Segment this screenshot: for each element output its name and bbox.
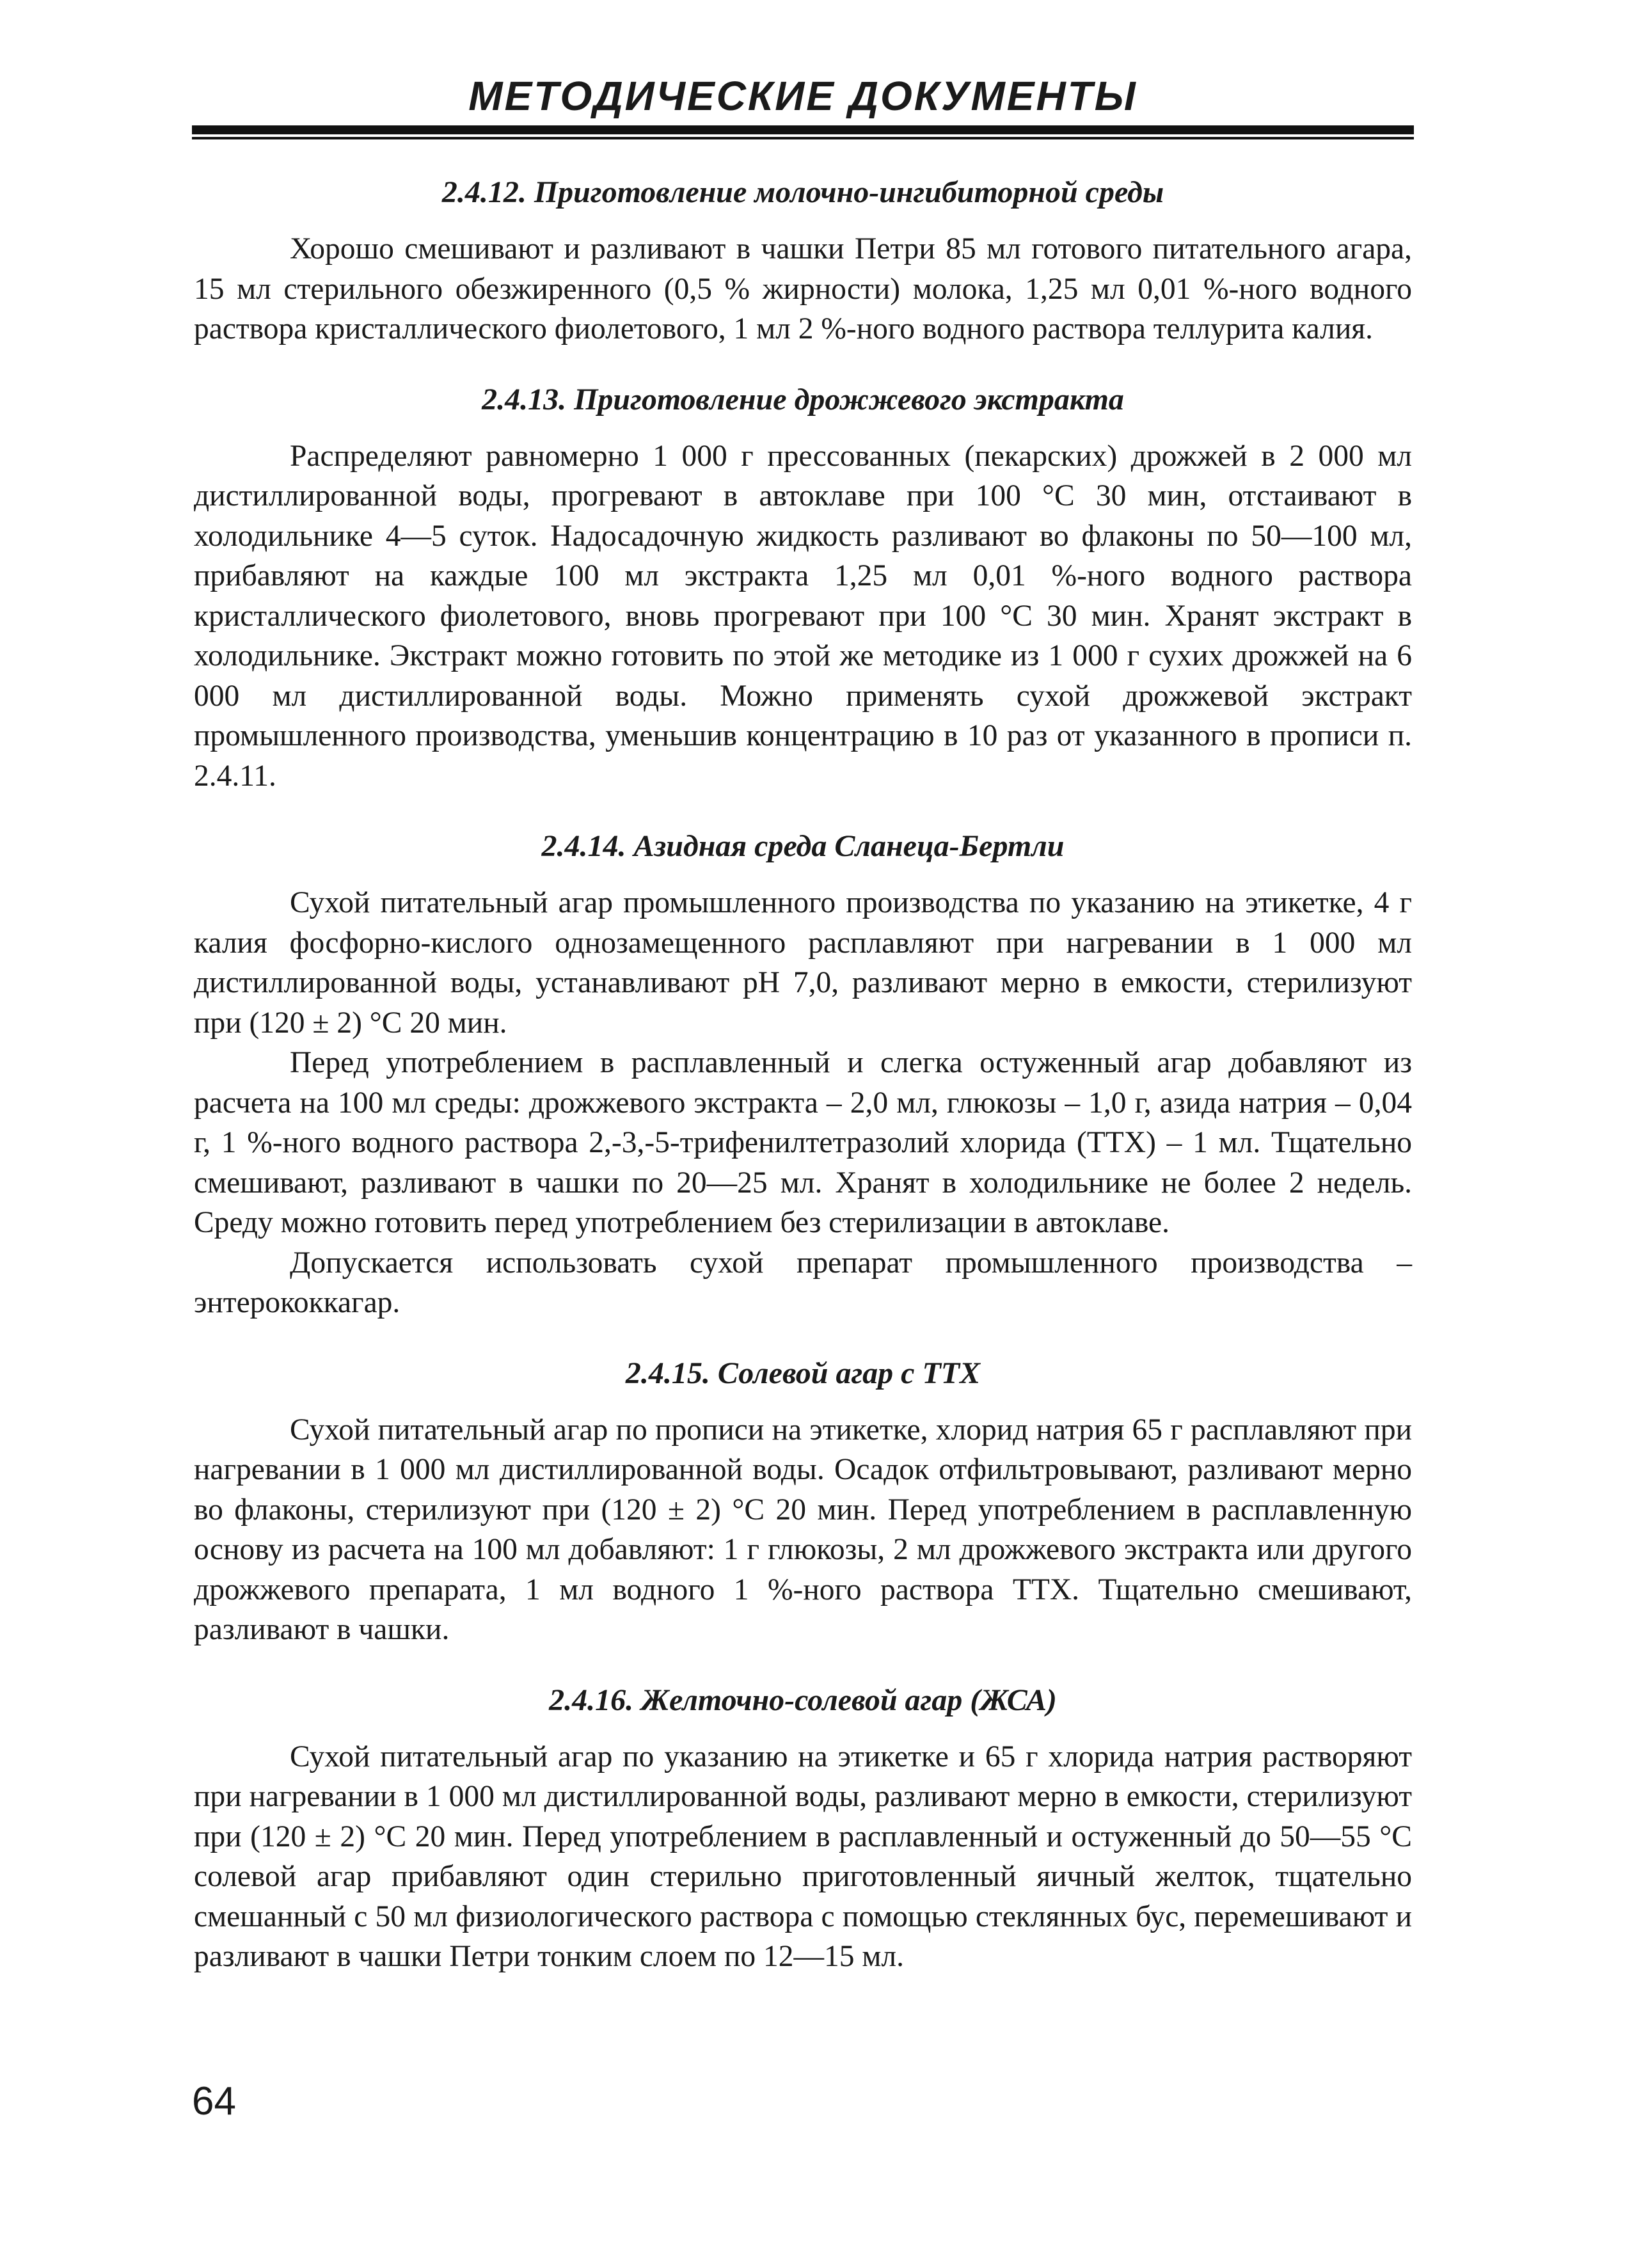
header-rule [192, 125, 1414, 134]
section-2-4-16 [194, 1681, 1412, 1977]
section-heading: 2.4.15. Солевой агар с ТТХ [625, 1356, 981, 1390]
section-2-4-13 [194, 380, 1412, 797]
page-number: 64 [192, 2079, 236, 2123]
paragraph: Хорошо смешивают и разливают в чашки Петри 85 мл готового питательного агара, 15 мл стерильного обезжиренного (0,5 % жирности) молока, 1,25 мл 0,01 %-ного водного раствора кристаллического фиолетового, 1 мл 2 %-ного водного раствора теллурита калия. [194, 232, 1412, 345]
running-header [192, 70, 1414, 139]
section-heading: 2.4.16. Желточно-солевой агар (ЖСА) [549, 1683, 1057, 1717]
section-2-4-15 [194, 1354, 1412, 1650]
section-heading: 2.4.13. Приготовление дрожжевого экстракта [482, 382, 1124, 416]
section-2-4-14 [194, 827, 1412, 1323]
paragraph: Допускается использовать сухой препарат промышленного производства – энтерококкагар. [194, 1246, 1412, 1319]
section-heading: 2.4.14. Азидная среда Сланеца-Бертли [541, 829, 1065, 863]
paragraph: Сухой питательный агар по прописи на этикетке, хлорид натрия 65 г расплавляют при нагревании в 1 000 мл дистиллированной воды. Осадок отфильтровывают, разливают мерно во флаконы, стерилизуют при (120 ± 2) °С 20 мин. Перед употреблением в расплавленную основу из расчета на 100 мл добавляют: 1 г глюкозы, 2 мл дрожжевого экстракта или другого дрожжевого препарата, 1 мл водного 1 %-ного раствора ТТХ. Тщательно смешивают, разливают в чашки. [194, 1413, 1412, 1646]
paragraph: Сухой питательный агар промышленного производства по указанию на этикетке, 4 г калия фосфорно-кислого однозамещенного расплавляют при нагревании в 1 000 мл дистиллированной воды, устанавливают pH 7,0, разливают мерно в емкости, стерилизуют при (120 ± 2) °С 20 мин. [194, 886, 1412, 1040]
header-rule-thin [192, 137, 1414, 139]
page-body [194, 173, 1412, 1977]
section-heading: 2.4.12. Приготовление молочно-ингибиторной среды [441, 175, 1164, 209]
paragraph: Перед употреблением в расплавленный и слегка остуженный агар добавляют из расчета на 100 мл среды: дрожжевого экстракта – 2,0 мл, глюкозы – 1,0 г, азида натрия – 0,04 г, 1 %-ного водного раствора 2,-3,-5-трифенилтетразолий хлорида (ТТХ) – 1 мл. Тщательно смешивают, разливают в чашки по 20—25 мл. Хранят в холодильнике не более 2 недель. Среду можно готовить перед употреблением без стерилизации в автоклаве. [194, 1046, 1412, 1239]
paragraph: Сухой питательный агар по указанию на этикетке и 65 г хлорида натрия растворяют при нагревании в 1 000 мл дистиллированной воды, разливают мерно в емкости, стерилизуют при (120 ± 2) °С 20 мин. Перед употреблением в расплавленный и остуженный до 50—55 °С солевой агар прибавляют один стерильно приготовленный яичный желток, тщательно смешанный с 50 мл физиологического раствора с помощью стеклянных бус, перемешивают и разливают в чашки Петри тонким слоем по 12—15 мл. [194, 1740, 1412, 1973]
header-title: МЕТОДИЧЕСКИЕ ДОКУМЕНТЫ [468, 73, 1138, 119]
section-2-4-12 [194, 173, 1412, 349]
paragraph: Распределяют равномерно 1 000 г прессованных (пекарских) дрожжей в 2 000 мл дистиллированной воды, прогревают в автоклаве при 100 °С 30 мин, отстаивают в холодильнике 4—5 суток. Надосадочную жидкость разливают во флаконы по 50—100 мл, прибавляют на каждые 100 мл экстракта 1,25 мл 0,01 %-ного водного раствора кристаллического фиолетового, вновь прогревают при 100 °С 30 мин. Хранят экстракт в холодильнике. Экстракт можно готовить по этой же методике из 1 000 г сухих дрожжей на 6 000 мл дистиллированной воды. Можно применять сухой дрожжевой экстракт промышленного производства, уменьшив концентрацию в 10 раз от указанного в прописи п. 2.4.11. [194, 439, 1412, 793]
